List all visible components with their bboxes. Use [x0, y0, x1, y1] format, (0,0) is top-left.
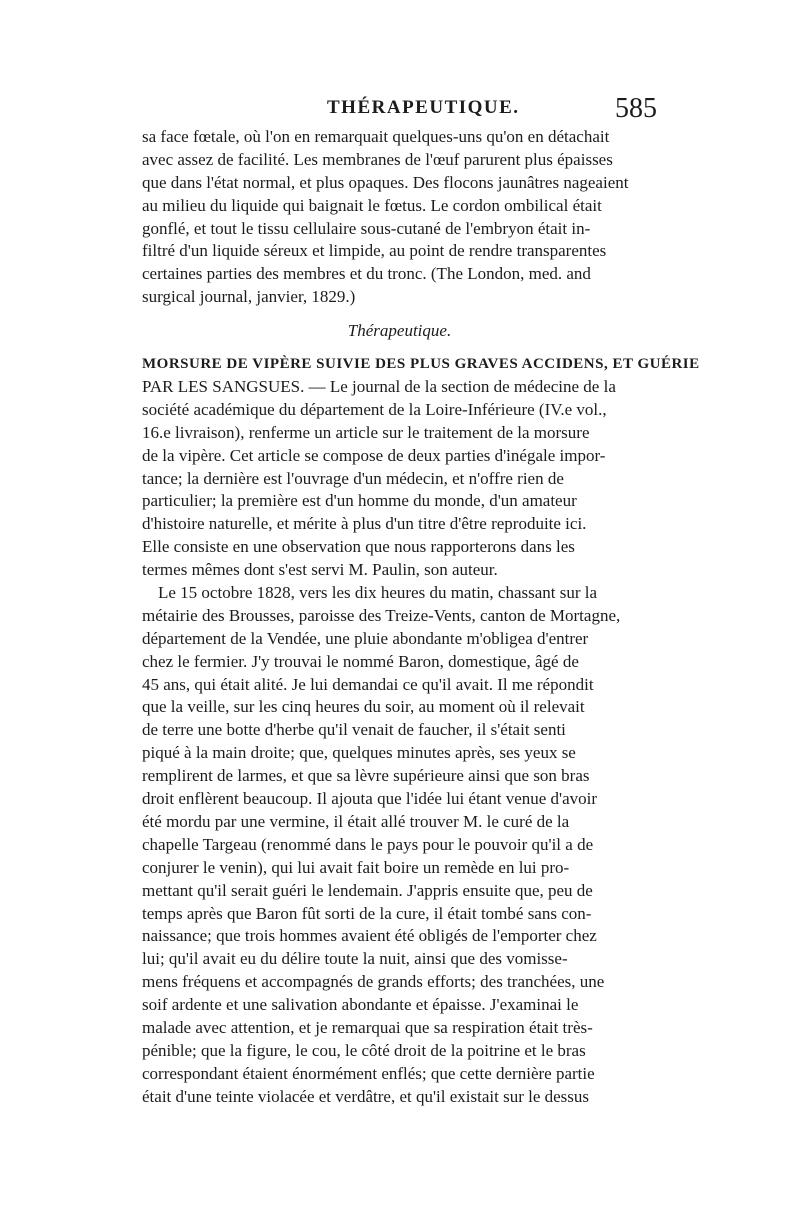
text-line: temps après que Baron fût sorti de la cure, il était tombé sans con- — [142, 903, 592, 923]
text-line: remplirent de larmes, et que sa lèvre supérieure ainsi que son bras — [142, 766, 590, 786]
text-line: chapelle Targeau (renommé dans le pays pour le pouvoir qu'il a de — [142, 834, 594, 854]
text-line: été mordu par une vermine, il était allé trouver M. le curé de la — [142, 811, 570, 831]
section-title: Thérapeutique. — [347, 321, 452, 341]
text-line: de terre une botte d'herbe qu'il venait de faucher, il s'était senti — [142, 720, 566, 740]
text-line: métairie des Brousses, paroisse des Treize-Vents, canton de Mortagne, — [142, 605, 621, 625]
text-line: lui; qu'il avait eu du délire toute la nuit, ainsi que des vomisse- — [142, 949, 568, 969]
text-line: département de la Vendée, une pluie abondante m'obligea d'entrer — [142, 628, 589, 648]
text-line: Le 15 octobre 1828, vers les dix heures du matin, chassant sur la — [158, 583, 598, 603]
text-line: Elle consiste en une observation que nous rapporterons dans les — [142, 537, 575, 557]
text-line: au milieu du liquide qui baignait le fœtus. Le cordon ombilical était — [142, 195, 602, 215]
text-line: était d'une teinte violacée et verdâtre, et qu'il existait sur le dessus — [142, 1086, 590, 1106]
text-line: PAR LES SANGSUES. — Le journal de la section de médecine de la — [142, 377, 616, 397]
text-line: filtré d'un liquide séreux et limpide, au point de rendre transparentes — [142, 241, 607, 261]
text-line: termes mêmes dont s'est servi M. Paulin, son auteur. — [142, 560, 498, 580]
text-line: certaines parties des membres et du tronc. (The London, med. and — [142, 264, 591, 284]
text-line: piqué à la main droite; que, quelques minutes après, ses yeux se — [142, 743, 576, 763]
text-line: de la vipère. Cet article se compose de deux parties d'inégale impor- — [142, 445, 606, 465]
text-line: 16.e livraison), renferme un article sur le traitement de la morsure — [142, 422, 590, 442]
text-line: chez le fermier. J'y trouvai le nommé Baron, domestique, âgé de — [142, 651, 579, 671]
text-line: société académique du département de la Loire-Inférieure (IV.e vol., — [142, 399, 607, 419]
page-header — [142, 95, 657, 125]
text-line: conjurer le venin), qui lui avait fait boire un remède en lui pro- — [142, 857, 570, 877]
text-line: surgical journal, janvier, 1829.) — [142, 287, 356, 307]
text-line: mens fréquens et accompagnés de grands efforts; des tranchées, une — [142, 972, 605, 992]
text-line: droit enflèrent beaucoup. Il ajouta que l'idée lui étant venue d'avoir — [142, 789, 598, 809]
body-text — [142, 126, 700, 1109]
running-title: THÉRAPEUTIQUE. — [327, 97, 520, 118]
text-line: naissance; que trois hommes avaient été obligés de l'emporter chez — [142, 926, 597, 946]
text-line: correspondant étaient énormément enflés; que cette dernière partie — [142, 1063, 595, 1083]
text-line: que la veille, sur les cinq heures du soir, au moment où il relevait — [142, 697, 585, 717]
text-line: tance; la dernière est l'ouvrage d'un médecin, et n'offre rien de — [142, 468, 564, 488]
text-line: mettant qu'il serait guéri le lendemain. J'appris ensuite que, peu de — [142, 880, 593, 900]
article-heading: MORSURE DE VIPÈRE SUIVIE DES PLUS GRAVES ACCIDENS, ET GUÉRIE — [142, 356, 700, 373]
text-line: particulier; la première est d'un homme du monde, d'un amateur — [142, 491, 577, 511]
text-line: soif ardente et une salivation abondante et épaisse. J'examinai le — [142, 995, 579, 1015]
text-line: avec assez de facilité. Les membranes de l'œuf parurent plus épaisses — [142, 149, 613, 169]
text-line: sa face fœtale, où l'on en remarquait quelques-uns qu'on en détachait — [142, 127, 610, 146]
text-line: pénible; que la figure, le cou, le côté droit de la poitrine et le bras — [142, 1040, 586, 1060]
text-line: gonflé, et tout le tissu cellulaire sous-cutané de l'embryon était in- — [142, 218, 591, 238]
text-line: d'histoire naturelle, et mérite à plus d'un titre d'être reproduite ici. — [142, 514, 587, 534]
page-number: 585 — [615, 93, 657, 124]
text-line: 45 ans, qui était alité. Je lui demandai ce qu'il avait. Il me répondit — [142, 674, 594, 694]
text-line: malade avec attention, et je remarquai que sa respiration était très- — [142, 1017, 593, 1037]
text-line: que dans l'état normal, et plus opaques. Des flocons jaunâtres nageaient — [142, 172, 629, 192]
